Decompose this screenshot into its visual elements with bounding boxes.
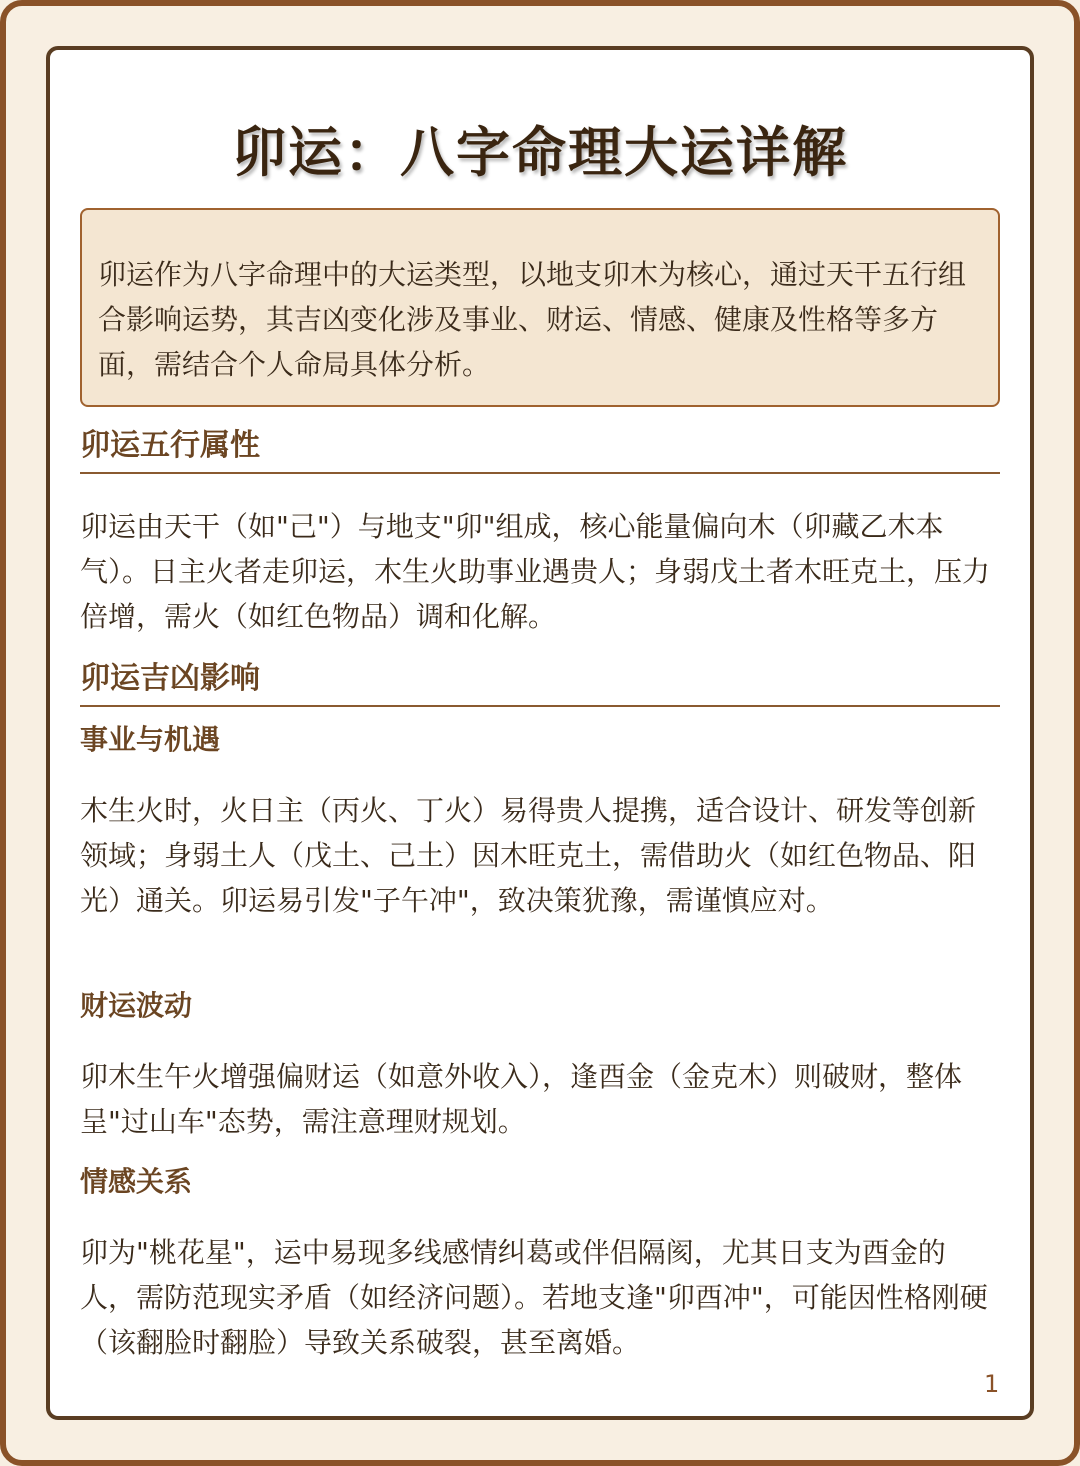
page-number: 1 bbox=[984, 1370, 1000, 1398]
subsection-body-career: 木生火时，火日主（丙火、丁火）易得贵人提携，适合设计、研发等创新领域；身弱土人（戊土、己土）因木旺克土，需借助火（如红色物品、阳光）通关。卯运易引发"子午冲"，致决策犹豫，需谨慎应对。 bbox=[80, 794, 977, 917]
intro-text: 卯运作为八字命理中的大运类型，以地支卯木为核心，通过天干五行组合影响运势，其吉凶变化涉及事业、财运、情感、健康及性格等多方面，需结合个人命局具体分析。 bbox=[98, 258, 967, 381]
section-heading-jixiong: 卯运吉凶影响 bbox=[80, 661, 260, 696]
subsection-heading-wealth: 财运波动 bbox=[80, 989, 193, 1022]
subsection-body-relationship: 卯为"桃花星"，运中易现多线感情纠葛或伴侣隔阂，尤其日支为酉金的人，需防范现实矛盾（如经济问题）。若地支逢"卯酉冲"，可能因性格刚硬（该翻脸时翻脸）导致关系破裂，甚至离婚。 bbox=[80, 1236, 988, 1359]
section-heading-wuxing: 卯运五行属性 bbox=[80, 428, 260, 463]
section-body-wuxing: 卯运由天干（如"己"）与地支"卯"组成，核心能量偏向木（卯藏乙木本气）。日主火者走卯运，木生火助事业遇贵人；身弱戊土者木旺克土，压力倍增，需火（如红色物品）调和化解。 bbox=[80, 510, 991, 633]
subsection-heading-relationship: 情感关系 bbox=[80, 1165, 193, 1198]
subsection-heading-career: 事业与机遇 bbox=[80, 723, 221, 756]
page-title: 卯运：八字命理大运详解 bbox=[232, 121, 848, 184]
section-divider bbox=[80, 705, 1000, 707]
subsection-body-wealth: 卯木生午火增强偏财运（如意外收入），逢酉金（金克木）则破财，整体呈"过山车"态势，需注意理财规划。 bbox=[80, 1060, 963, 1138]
section-divider bbox=[80, 472, 1000, 474]
intro-summary-box bbox=[80, 208, 1000, 407]
